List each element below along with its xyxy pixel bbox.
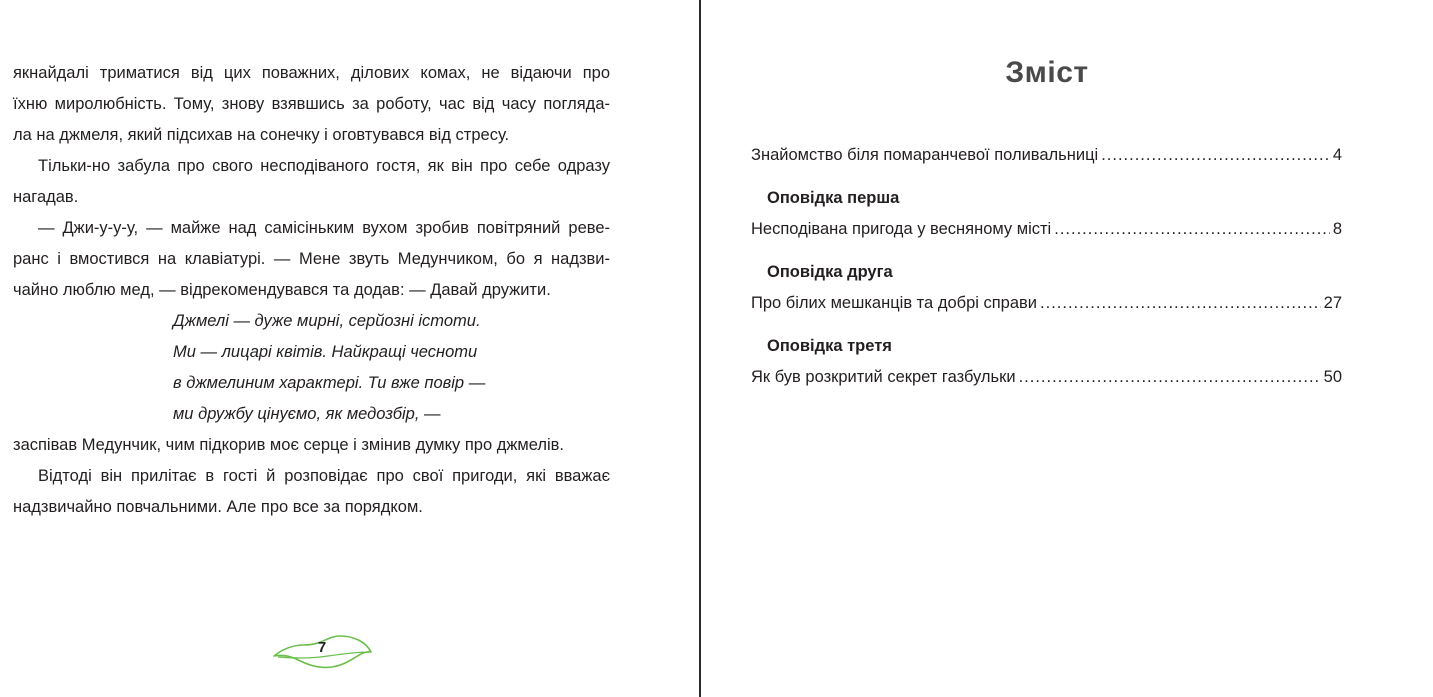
- toc-section: [751, 331, 1342, 393]
- toc-entry-page: 50: [1323, 368, 1342, 386]
- left-page: [0, 0, 699, 697]
- text-line: надзвичайно повчальними. Але про все за порядком.: [13, 498, 423, 516]
- page-number: 7: [317, 639, 327, 656]
- verse-line: в джмелиним характері. Ти вже повір —: [173, 374, 486, 392]
- dot-leader: [1101, 140, 1330, 171]
- verse-line: ми дружбу цінуємо, як медозбір, —: [173, 405, 441, 423]
- text-line: нагадав.: [13, 188, 79, 206]
- toc-section-heading: Оповідка перша: [767, 189, 900, 207]
- toc-entry[interactable]: [751, 288, 1342, 319]
- page-title: Зміст: [1005, 56, 1089, 89]
- toc-entry-label: Про білих мешканців та добрі справи: [751, 294, 1038, 312]
- text-line: Відтоді він прилітає в гості й розповідає про свої пригоди, які вважає: [38, 467, 610, 485]
- text-line: чайно люблю мед, — відрекомендувався та додав: — Давай дружити.: [13, 281, 551, 299]
- toc-entry[interactable]: [751, 214, 1342, 245]
- dot-leader: [1019, 362, 1321, 393]
- text-line: — Джи-у-у-у, — майже над самісіньким вухом зробив повітряний реве-: [38, 219, 610, 237]
- toc-entry-label: Несподівана пригода у весняному місті: [751, 220, 1052, 238]
- dot-leader: [1054, 214, 1330, 245]
- toc-section-heading: Оповідка третя: [767, 337, 892, 355]
- text-line: Тільки-но забула про свого несподіваного гостя, як він про себе одразу: [38, 157, 610, 175]
- body-text: [13, 58, 610, 523]
- toc-section: [751, 257, 1342, 319]
- text-line: заспівав Медунчик, чим підкорив моє серце і змінив думку про джмелів.: [13, 436, 565, 454]
- text-line: їхню миролюбність. Тому, знову взявшись за роботу, час від часу погляда-: [13, 95, 610, 113]
- table-of-contents: [751, 140, 1342, 393]
- toc-entry-label: Як був розкритий секрет газбульки: [751, 368, 1016, 386]
- right-page: [701, 0, 1433, 697]
- text-line: ранс і вмостився на клавіатурі. — Мене звуть Медунчиком, бо я надзви-: [13, 250, 610, 268]
- page-number-badge: [270, 628, 374, 672]
- toc-entry-page: 8: [1332, 220, 1342, 238]
- toc-entry[interactable]: [751, 140, 1342, 171]
- toc-entry-page: 4: [1332, 146, 1342, 164]
- verse-line: Джмелі — дуже мирні, серйозні істоти.: [173, 312, 481, 330]
- text-line: ла на джмеля, який підсихав на сонечку і оговтувався від стресу.: [13, 126, 510, 144]
- toc-entry[interactable]: [751, 362, 1342, 393]
- toc-entry-label: Знайомство біля помаранчевої поливальниці: [751, 146, 1099, 164]
- toc-section: [751, 183, 1342, 245]
- verse-line: Ми — лицарі квітів. Найкращі чесноти: [173, 343, 478, 361]
- dot-leader: [1040, 288, 1321, 319]
- text-line: якнайдалі триматися від цих поважних, ділових комах, не відаючи про: [13, 64, 610, 82]
- toc-entry-page: 27: [1323, 294, 1342, 312]
- toc-section-heading: Оповідка друга: [767, 263, 893, 281]
